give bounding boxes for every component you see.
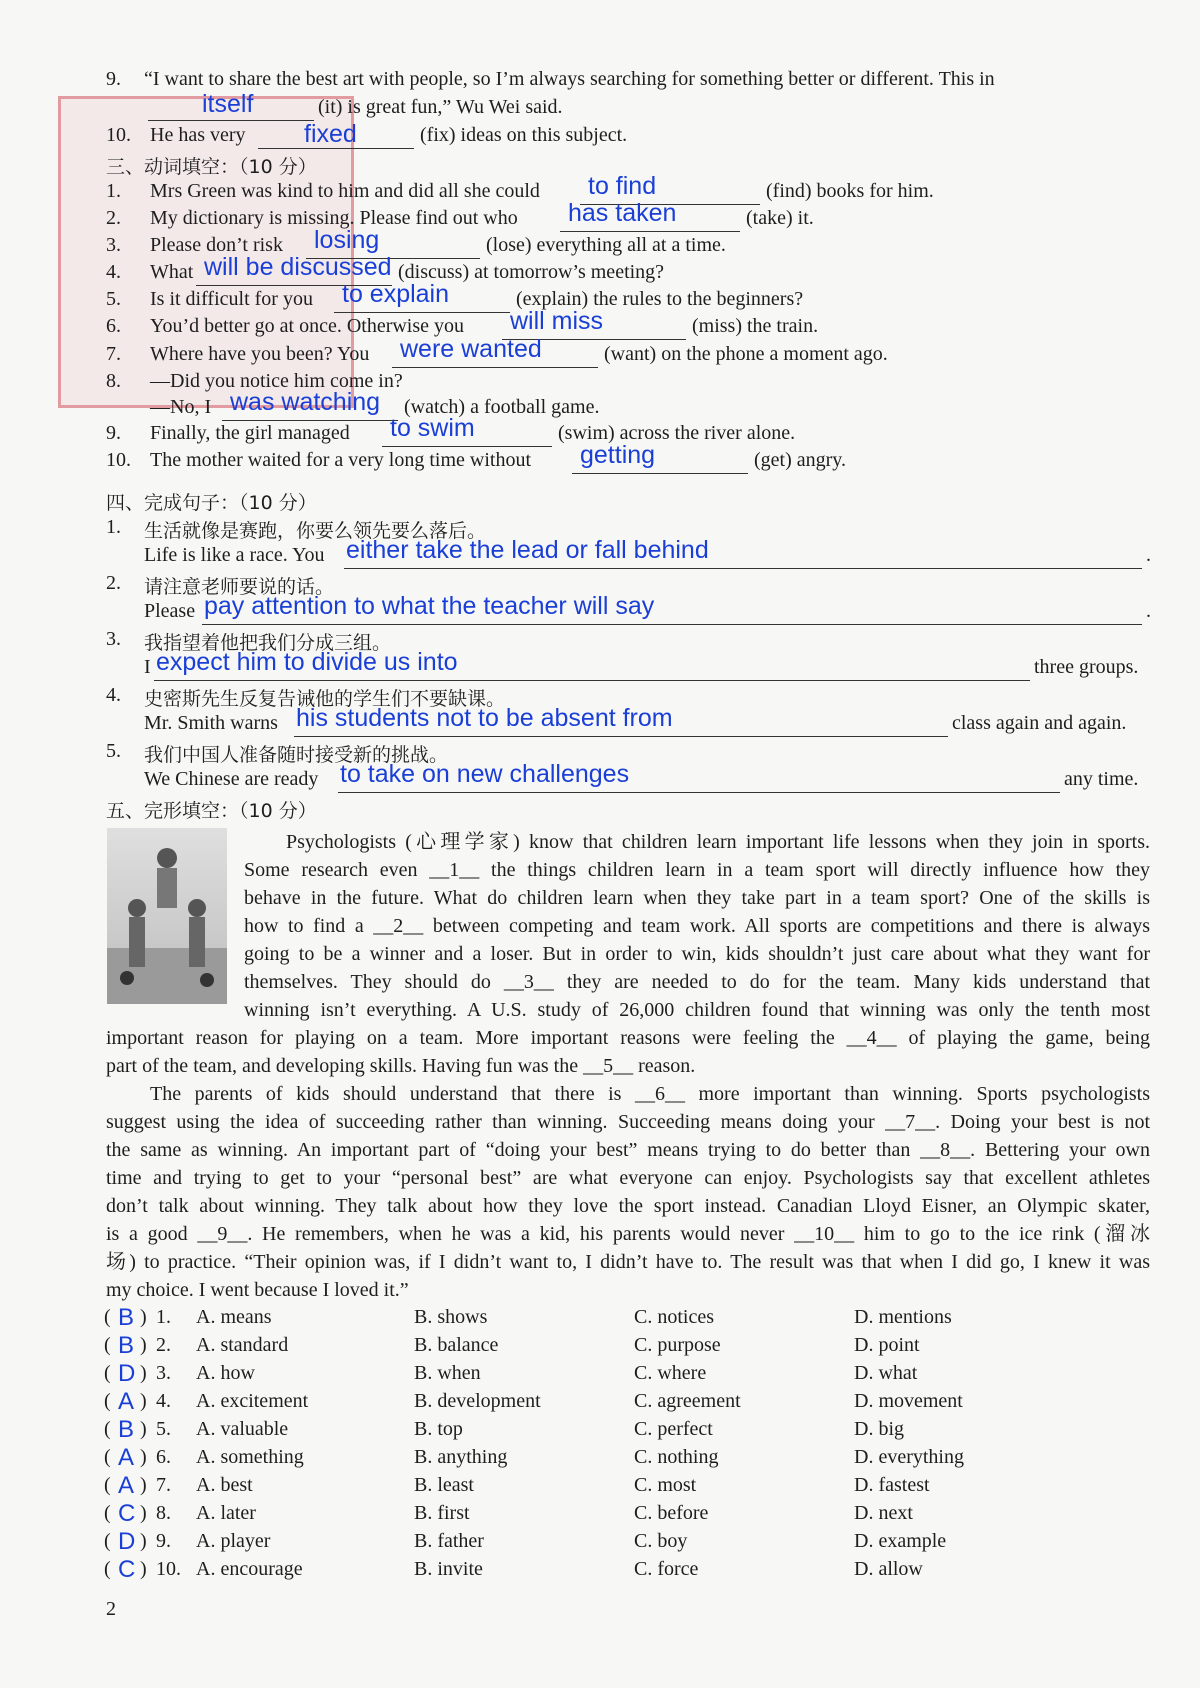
passage-line: The parents of kids should understand that there is __6__ more important than winning. Sports psychologists xyxy=(150,1083,1150,1105)
question-number: 3. xyxy=(106,234,121,256)
cloze-question-row xyxy=(0,1502,1200,1530)
handwritten-choice: D xyxy=(118,1528,136,1555)
verb-item xyxy=(0,199,1200,235)
question-text: I xyxy=(144,656,151,678)
bracket-close: ) xyxy=(140,1558,147,1580)
bracket-close: ) xyxy=(140,1334,147,1356)
option-a: A. valuable xyxy=(196,1418,289,1440)
verb-item xyxy=(0,370,1200,398)
handwritten-choice: B xyxy=(118,1416,135,1443)
option-d: D. movement xyxy=(854,1390,963,1412)
option-c: C. where xyxy=(634,1362,707,1384)
question-text: Mrs Green was kind to him and did all she could xyxy=(150,180,540,202)
option-d: D. what xyxy=(854,1362,918,1384)
cloze-question-row xyxy=(0,1306,1200,1334)
cloze-question-row xyxy=(0,1418,1200,1446)
chinese-prompt: 我们中国人准备随时接受新的挑战。 xyxy=(144,744,449,766)
question-text: (swim) across the river alone. xyxy=(558,422,796,444)
sentence-english xyxy=(0,536,1200,572)
question-text: Life is like a race. You xyxy=(144,544,325,566)
question-text: You’d better go at once. Otherwise you xyxy=(150,315,465,337)
sentence-english xyxy=(0,760,1200,796)
chinese-prompt: 史密斯先生反复告诫他的学生们不要缺课。 xyxy=(144,688,506,710)
handwritten-choice: C xyxy=(118,1556,136,1583)
bracket-close: ) xyxy=(140,1530,147,1552)
question-text: (lose) everything all at a time. xyxy=(486,234,726,256)
option-d: D. next xyxy=(854,1502,913,1524)
handwritten-answer: were wanted xyxy=(400,335,542,363)
verb-item xyxy=(0,226,1200,262)
question-text: class again and again. xyxy=(952,712,1127,734)
question-number: 2. xyxy=(156,1334,171,1356)
question-text: Finally, the girl managed xyxy=(150,422,350,444)
option-c: C. most xyxy=(634,1474,697,1496)
question-text: any time. xyxy=(1064,768,1139,790)
bracket-open: ( xyxy=(104,1530,111,1552)
question-number: 5. xyxy=(106,288,121,310)
sentence-english xyxy=(0,648,1200,684)
question-text: (get) angry. xyxy=(754,449,846,471)
passage-line: part of the team, and developing skills. Having fun was the __5__ reason. xyxy=(106,1055,696,1077)
option-b: B. shows xyxy=(414,1306,488,1328)
option-a: A. standard xyxy=(196,1334,289,1356)
passage-line: 场) to practice. “Their opinion was, if I didn’t want to, I didn’t have to. The result was that when I did go, I knew it was xyxy=(106,1251,1150,1273)
handwritten-choice: B xyxy=(118,1304,135,1331)
handwritten-answer: will be discussed xyxy=(204,253,392,281)
passage-line: time and trying to get to your “personal best” are what everyone can enjoy. Psychologists say that excellent athletes xyxy=(106,1167,1150,1189)
question-number: 9. xyxy=(106,68,121,90)
question-number: 4. xyxy=(106,684,121,706)
cloze-question-row xyxy=(0,1446,1200,1474)
handwritten-answer: fixed xyxy=(304,120,357,148)
handwritten-answer: losing xyxy=(314,226,380,254)
handwritten-choice: B xyxy=(118,1332,135,1359)
question-text: My dictionary is missing. Please find out who xyxy=(150,207,518,229)
handwritten-answer: expect him to divide us into xyxy=(156,648,458,676)
passage-line: is a good __9__. He remembers, when he was a kid, his parents would never __10__ him to go to the ice rink (溜冰 xyxy=(106,1223,1150,1245)
passage-line: Psychologists (心理学家) know that children learn important life lessons when they join in sports. xyxy=(286,831,1150,853)
question-number: 2. xyxy=(106,207,121,229)
question-number: 6. xyxy=(106,315,121,337)
handwritten-answer: pay attention to what the teacher will say xyxy=(204,592,655,620)
question-number: 7. xyxy=(106,343,121,365)
question-text: Mr. Smith warns xyxy=(144,712,278,734)
option-b: B. anything xyxy=(414,1446,508,1468)
option-a: A. something xyxy=(196,1446,304,1468)
question-text: Please xyxy=(144,600,196,622)
option-a: A. excitement xyxy=(196,1390,309,1412)
option-d: D. fastest xyxy=(854,1474,930,1496)
passage-line: winning isn’t everything. A U.S. study of 26,000 children found that winning was only the tenth most xyxy=(244,999,1150,1021)
question-text: Where have you been? You xyxy=(150,343,370,365)
question-number: 3. xyxy=(106,628,121,650)
question-text: The mother waited for a very long time without xyxy=(150,449,532,471)
question-number: 4. xyxy=(156,1390,171,1412)
question-number: 7. xyxy=(156,1474,171,1496)
passage-line: don’t talk about winning. They talk about how they love the sport instead. Canadian Lloyd Eisner, an Olympic skater, xyxy=(106,1195,1150,1217)
bracket-open: ( xyxy=(104,1334,111,1356)
option-a: A. best xyxy=(196,1474,253,1496)
handwritten-answer: his students not to be absent from xyxy=(296,704,673,732)
handwritten-choice: D xyxy=(118,1360,136,1387)
cloze-question-row xyxy=(0,1530,1200,1558)
option-b: B. first xyxy=(414,1502,470,1524)
question-number: 4. xyxy=(106,261,121,283)
question-number: 2. xyxy=(106,572,121,594)
cloze-question-row xyxy=(0,1390,1200,1418)
handwritten-answer: will miss xyxy=(510,307,604,335)
question-number: 9. xyxy=(156,1530,171,1552)
bracket-open: ( xyxy=(104,1558,111,1580)
option-b: B. invite xyxy=(414,1558,483,1580)
cloze-question-row xyxy=(0,1558,1200,1586)
question-number: 10. xyxy=(106,449,131,471)
handwritten-answer: to find xyxy=(588,172,657,200)
part2-q9-line2 xyxy=(0,90,1200,124)
option-c: C. force xyxy=(634,1558,699,1580)
question-text: three groups. xyxy=(1034,656,1139,678)
bracket-open: ( xyxy=(104,1474,111,1496)
question-number: 6. xyxy=(156,1446,171,1468)
question-number: 3. xyxy=(156,1362,171,1384)
option-c: C. boy xyxy=(634,1530,688,1552)
question-text: (find) books for him. xyxy=(766,180,934,202)
question-text: (miss) the train. xyxy=(692,315,819,337)
option-a: A. encourage xyxy=(196,1558,303,1580)
sentence-english xyxy=(0,592,1200,628)
question-text: “I want to share the best art with people, so I’m always searching for something better or different. This in xyxy=(144,68,995,90)
passage-line: suggest using the idea of succeeding rather than winning. Succeeding means doing your __7__. Doing your best is not xyxy=(106,1111,1150,1133)
section-4-title: 四、完成句子：（10 分） xyxy=(106,492,317,514)
question-number: 1. xyxy=(106,516,121,538)
option-b: B. father xyxy=(414,1530,484,1552)
question-text: —Did you notice him come in? xyxy=(150,370,403,392)
question-text: What xyxy=(150,261,194,283)
bracket-close: ) xyxy=(140,1362,147,1384)
chinese-prompt: 请注意老师要说的话。 xyxy=(144,576,335,598)
cloze-question-row xyxy=(0,1362,1200,1390)
part2-q10 xyxy=(0,120,1200,152)
question-text: . xyxy=(1146,600,1151,622)
question-text: (take) it. xyxy=(746,207,814,229)
question-text: (it) is great fun,” Wu Wei said. xyxy=(318,96,563,118)
handwritten-choice: A xyxy=(118,1388,135,1415)
bracket-open: ( xyxy=(104,1502,111,1524)
question-number: 8. xyxy=(106,370,121,392)
bracket-open: ( xyxy=(104,1418,111,1440)
handwritten-answer: has taken xyxy=(568,199,677,227)
question-text: (explain) the rules to the beginners? xyxy=(516,288,804,310)
bracket-close: ) xyxy=(140,1418,147,1440)
cloze-question-row xyxy=(0,1334,1200,1362)
handwritten-answer: getting xyxy=(580,441,656,469)
question-number: 5. xyxy=(106,740,121,762)
option-b: B. least xyxy=(414,1474,474,1496)
option-c: C. before xyxy=(634,1502,709,1524)
passage-line: Some research even __1__ the things children learn in a team sport will directly influence how they xyxy=(244,859,1150,881)
handwritten-answer: to take on new challenges xyxy=(340,760,630,788)
option-c: C. purpose xyxy=(634,1334,721,1356)
question-number: 10. xyxy=(106,124,131,146)
sports-illustration xyxy=(107,828,227,1004)
bracket-close: ) xyxy=(140,1502,147,1524)
chinese-prompt: 生活就像是赛跑，你要么领先要么落后。 xyxy=(144,520,487,542)
option-d: D. example xyxy=(854,1530,947,1552)
part2-q9-line1 xyxy=(0,68,1200,96)
question-text: —No, I xyxy=(150,396,212,418)
handwritten-answer: either take the lead or fall behind xyxy=(346,536,709,564)
question-number: 1. xyxy=(106,180,121,202)
bracket-open: ( xyxy=(104,1390,111,1412)
option-d: D. mentions xyxy=(854,1306,952,1328)
page-number: 2 xyxy=(106,1598,116,1620)
handwritten-answer: was watching xyxy=(230,388,381,416)
passage-line: how to find a __2__ between competing and team work. All sports are competitions and there is always xyxy=(244,915,1150,937)
option-b: B. top xyxy=(414,1418,463,1440)
option-a: A. player xyxy=(196,1530,271,1552)
question-text: We Chinese are ready xyxy=(144,768,319,790)
section-3-title: 三、动词填空：（10 分） xyxy=(106,156,317,178)
option-d: D. point xyxy=(854,1334,920,1356)
bracket-open: ( xyxy=(104,1362,111,1384)
handwritten-choice: A xyxy=(118,1444,135,1471)
bracket-open: ( xyxy=(104,1446,111,1468)
bracket-close: ) xyxy=(140,1446,147,1468)
passage-line: going to be a winner and a loser. But in order to win, kids shouldn’t just care about what they want for xyxy=(244,943,1150,965)
question-number: 10. xyxy=(156,1558,181,1580)
option-b: B. balance xyxy=(414,1334,499,1356)
question-text: Is it difficult for you xyxy=(150,288,313,310)
option-a: A. how xyxy=(196,1362,255,1384)
handwritten-answer: to explain xyxy=(342,280,450,308)
question-text: (want) on the phone a moment ago. xyxy=(604,343,888,365)
question-text: (discuss) at tomorrow’s meeting? xyxy=(398,261,665,283)
option-d: D. allow xyxy=(854,1558,923,1580)
question-number: 9. xyxy=(106,422,121,444)
verb-item xyxy=(0,253,1200,289)
question-text: He has very xyxy=(150,124,246,146)
verb-item xyxy=(0,388,1200,424)
sentence-english xyxy=(0,704,1200,740)
verb-item xyxy=(0,335,1200,371)
section-5-title: 五、完形填空：（10 分） xyxy=(106,800,317,822)
option-d: D. everything xyxy=(854,1446,964,1468)
verb-item xyxy=(0,441,1200,477)
passage-line: important reason for playing on a team. More important reasons were feeling the __4__ of playing the game, being xyxy=(106,1027,1150,1049)
bracket-close: ) xyxy=(140,1390,147,1412)
question-text: (watch) a football game. xyxy=(404,396,600,418)
handwritten-choice: C xyxy=(118,1500,136,1527)
option-c: C. nothing xyxy=(634,1446,719,1468)
handwritten-answer: to swim xyxy=(390,414,475,442)
option-b: B. development xyxy=(414,1390,541,1412)
passage-line: the same as winning. An important part of “doing your best” means trying to do better than __8__. Bettering your own xyxy=(106,1139,1150,1161)
question-number: 8. xyxy=(156,1502,171,1524)
bracket-close: ) xyxy=(140,1474,147,1496)
option-c: C. perfect xyxy=(634,1418,713,1440)
chinese-prompt: 我指望着他把我们分成三组。 xyxy=(144,632,392,654)
option-a: A. later xyxy=(196,1502,256,1524)
option-d: D. big xyxy=(854,1418,904,1440)
passage-line: my choice. I went because I loved it.” xyxy=(106,1279,409,1301)
option-b: B. when xyxy=(414,1362,481,1384)
question-text: Please don’t risk xyxy=(150,234,283,256)
question-number: 5. xyxy=(156,1418,171,1440)
question-text: (fix) ideas on this subject. xyxy=(420,124,628,146)
question-text: . xyxy=(1146,544,1151,566)
question-number: 1. xyxy=(156,1306,171,1328)
bracket-open: ( xyxy=(104,1306,111,1328)
passage-line: behave in the future. What do children learn when they take part in a team sport? One of the skills is xyxy=(244,887,1150,909)
verb-item xyxy=(0,307,1200,343)
option-a: A. means xyxy=(196,1306,272,1328)
bracket-close: ) xyxy=(140,1306,147,1328)
cloze-question-row xyxy=(0,1474,1200,1502)
handwritten-answer: itself xyxy=(202,90,254,118)
option-c: C. agreement xyxy=(634,1390,741,1412)
passage-line: themselves. They should do __3__ they are needed to do for the team. Many kids understand that xyxy=(244,971,1150,993)
option-c: C. notices xyxy=(634,1306,714,1328)
handwritten-choice: A xyxy=(118,1472,135,1499)
